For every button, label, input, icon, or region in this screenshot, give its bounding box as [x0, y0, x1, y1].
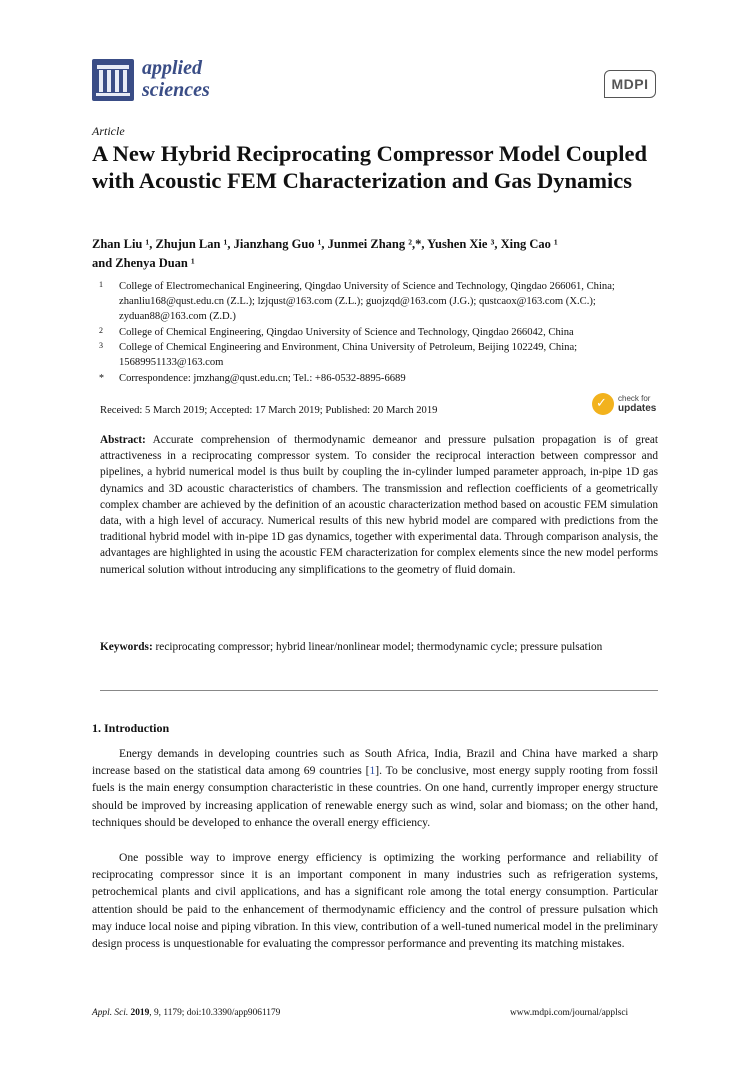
paper-title: A New Hybrid Reciprocating Compressor Model Coupled with Acoustic FEM Characterization and Gas Dynamics: [92, 141, 647, 193]
body-paragraph-1: [92, 745, 658, 831]
check-updates-line2: updates: [618, 403, 657, 414]
journal-name-line1: applied: [142, 57, 202, 79]
affiliation-number: 3: [99, 341, 103, 350]
publisher-logo[interactable]: [604, 70, 656, 98]
journal-name-line2: sciences: [142, 79, 210, 101]
journal-logo[interactable]: [92, 57, 242, 107]
check-updates-icon: ✓: [592, 393, 614, 415]
journal-logo-icon: [92, 59, 134, 101]
publisher-logo-text: MDPI: [604, 70, 656, 98]
paragraph-text: ]. To be conclusive, most energy supply rooting from fossil fuels is the main energy consumption characteristic in these countries. On one hand, currently improper energy structure should be improved by increasing application of renewable energy such as wind, solar and biomass; on the other hand, techniques should be developed to enhance the overall energy efficiency.: [92, 764, 658, 829]
check-for-updates-button[interactable]: [592, 393, 662, 417]
journal-name: [142, 57, 210, 101]
affiliation-text: [119, 279, 669, 324]
footer-year: 2019: [130, 1008, 150, 1018]
abstract-text: Accurate comprehension of thermodynamic demeanor and pressure pulsation propagation is of great attractiveness in a reciprocating compressor system. To consider the reciprocal interaction between compressor and pipelines, a hybrid numerical model is thus built by coupling the in-cylinder lumped parameter approach, in-pipe 1D gas dynamics and 3D acoustic characteristics of chambers. The transmission and reflection coefficients of a geometrically complex chamber are achieved by the definition of an acoustic characterization method based on acoustic FEM simulation data, with a high level of accuracy. Numerical results of this new hybrid model are compared with predictions from the traditional hybrid model with in-pipe 1D gas dynamics, together with experimental data. Through comparison analysis, the advantages are highlighted in using the acoustic FEM characterization for complex elements since the new model performs numerical solution without introducing any simplifications to the geometry of fluid domain.: [100, 434, 659, 576]
keywords: [100, 639, 658, 655]
affiliation-number: 2: [99, 326, 103, 335]
correspondence-text: Correspondence: jmzhang@qust.edu.cn; Tel.: +86-0532-8895-6689: [119, 373, 406, 384]
affiliation-text: College of Chemical Engineering, Qingdao University of Science and Technology, Qingdao 266042, China: [119, 327, 574, 338]
publication-dates: Received: 5 March 2019; Accepted: 17 March 2019; Published: 20 March 2019: [100, 405, 438, 416]
paragraph-text: Energy demands in developing countries such as South Africa, India, Brazil and China have marked a sharp increase based on the statistical data among 69 countries [: [92, 747, 658, 778]
footer-url[interactable]: www.mdpi.com/journal/applsci: [510, 1008, 629, 1018]
author-line-1: Zhan Liu ¹, Zhujun Lan ¹, Jianzhang Guo ¹, Junmei Zhang ²,*, Yushen Xie ³, Xing Cao ¹: [92, 237, 558, 251]
keywords-text: reciprocating compressor; hybrid linear/nonlinear model; thermodynamic cycle; pressure pulsation: [155, 641, 603, 653]
correspondence-marker: *: [99, 373, 104, 384]
author-line-2: and Zhenya Duan ¹: [92, 256, 195, 270]
affiliation-text: College of Chemical Engineering and Environment, China University of Petroleum, Beijing 102249, China; 15689951133@163.com: [119, 342, 578, 368]
footer-journal: Appl. Sci.: [92, 1008, 129, 1018]
abstract: [100, 432, 658, 578]
body-paragraph-2: One possible way to improve energy efficiency is optimizing the working performance and reliability of reciprocating compressor since it is an important component in many industries such as refrigeration systems, petrochemical plants and civil applications, and has a significant role among the total energy consumption. Particular attention should be paid to the enhancement of thermodynamic efficiency and the control of pressure pulsation which may induce local noise and piping vibration. In this view, contribution of a well-tuned numerical model in the preliminary design process is unquestionable for evaluating the compressor performance and preventing its matching mistakes.: [92, 851, 658, 951]
abstract-label: Abstract:: [100, 434, 146, 446]
footer-citation: [92, 1008, 280, 1018]
affiliation-text-content: College of Electromechanical Engineering, Qingdao University of Science and Technology, Qingdao 266061, China; zhanliu168@qust.edu.cn (Z.L.); lzjqust@163.com (Z.L.); guojzqd@163.com (J.G.); qustcaox@163.com (X.C.); zyduan88@163.com (Z.D.): [119, 281, 615, 322]
check-updates-line1: check for: [618, 394, 651, 403]
author-list: [92, 235, 672, 273]
article-type: Article: [92, 124, 125, 138]
affiliation-number: 1: [99, 280, 103, 289]
citation-link[interactable]: 1: [369, 764, 376, 778]
keywords-label: Keywords:: [100, 641, 153, 653]
footer-citation-text: , 9, 1179; doi:10.3390/app9061179: [149, 1008, 281, 1018]
section-heading: 1. Introduction: [92, 721, 170, 735]
section-divider: [100, 690, 658, 691]
